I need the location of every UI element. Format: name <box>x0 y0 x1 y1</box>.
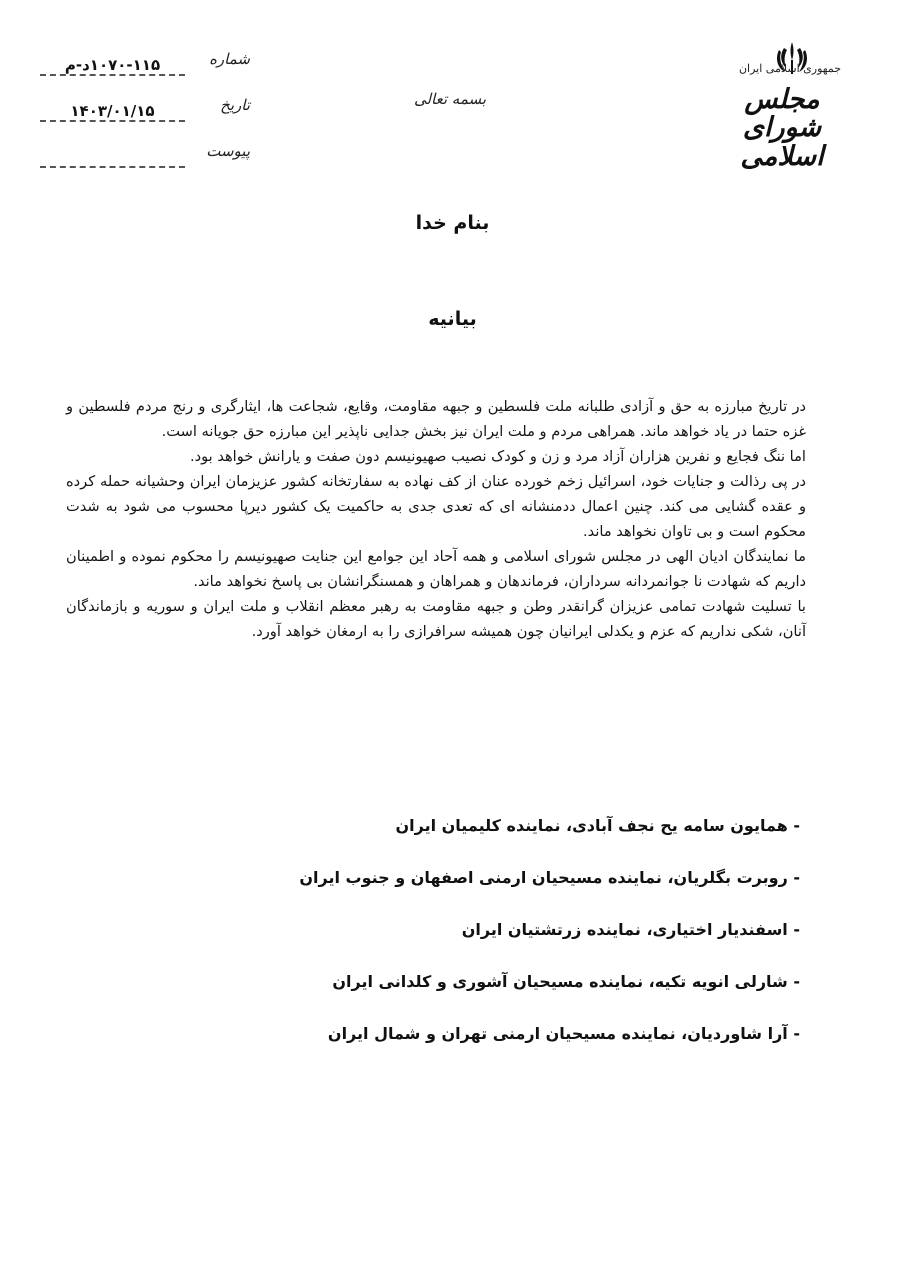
date-label: تاریخ <box>220 96 250 114</box>
attachment-field <box>40 138 250 184</box>
body-paragraph: اما ننگ فجایع و نفرین هزاران آزاد مرد و زن و کودک نصیب صهیونیسم دون صفت و یارانش خواهد بود. <box>189 448 806 465</box>
letter-meta-fields <box>40 46 250 184</box>
number-dotted-line <box>40 74 185 76</box>
document-title: بیانیه <box>428 308 477 330</box>
date-value: ۱۴۰۳/۰۱/۱۵ <box>70 102 155 120</box>
invocation-text: بسمه تعالی <box>413 90 487 108</box>
signatories-list <box>180 812 800 1072</box>
signatory-item: - شارلی انویه تکیه، نماینده مسیحیان آشوری و کلدانی ایران <box>332 972 800 991</box>
org-subtitle: جمهوری اسلامی ایران <box>738 62 842 75</box>
attachment-dotted-line <box>40 166 185 168</box>
statement-body <box>66 394 806 644</box>
org-name-logotype: مجلس شورای اسلامی <box>740 84 824 172</box>
bism-heading: بنام خدا <box>415 212 490 234</box>
signatory-item: - اسفندیار اختیاری، نماینده زرتشتیان ایران <box>461 920 800 939</box>
body-paragraph: در پی رذالت و جنایات خود، اسرائیل زخم خورده عنان از کف نهاده به سفارتخانه کشور عزیزمان ایران وحشیانه حمله کرده و عقده گشایی می کند. چنین اعمال ددمنشانه ای که تعدی جدی به حاکمیت یک کشور دیرپا محسوب می شود به شدت محکوم است و بی تاوان نخواهد ماند. <box>66 473 806 540</box>
attachment-label: پیوست <box>206 142 250 160</box>
signatory-item: - همایون سامه یح نجف آبادی، نماینده کلیمیان ایران <box>395 816 800 835</box>
number-label: شماره <box>209 50 250 68</box>
date-dotted-line <box>40 120 185 122</box>
number-value: ۱۰۷۰-۱۱۵د-م <box>64 56 161 74</box>
body-paragraph: با تسلیت شهادت تمامی عزیزان گرانقدر وطن و جبهه مقاومت به رهبر معظم انقلاب و ملت ایران و سوریه و بازماندگان آنان، شکی نداریم که عزم و یکدلی ایرانیان چون همیشه سرافرازی را به ارمغان خواهد آورد. <box>66 598 806 640</box>
signatory-item: - آرا شاوردیان، نماینده مسیحیان ارمنی تهران و شمال ایران <box>327 1024 800 1043</box>
number-field <box>40 46 250 92</box>
body-paragraph: در تاریخ مبارزه به حق و آزادی طلبانه ملت فلسطین و جبهه مقاومت، وقایع، شجاعت ها، ایثارگری و رنج مردم فلسطین و غزه حتما در یاد خواهد ماند. همراهی مردم و ملت ایران نیز بخش جدایی ناپذیر این مبارزه حق جویانه است. <box>66 398 806 440</box>
body-paragraph: ما نمایندگان ادیان الهی در مجلس شورای اسلامی و همه آحاد این جوامع این جنایت صهیونیسم را محکوم نموده و اطمینان داریم که شهادت نا جوانمردانه سرداران، فرماندهان و همراهان و همسنگرانشان بی پاسخ نخواهد ماند. <box>66 548 806 590</box>
signatory-item: - روبرت بگلریان، نماینده مسیحیان ارمنی اصفهان و جنوب ایران <box>299 868 800 887</box>
date-field <box>40 92 250 138</box>
